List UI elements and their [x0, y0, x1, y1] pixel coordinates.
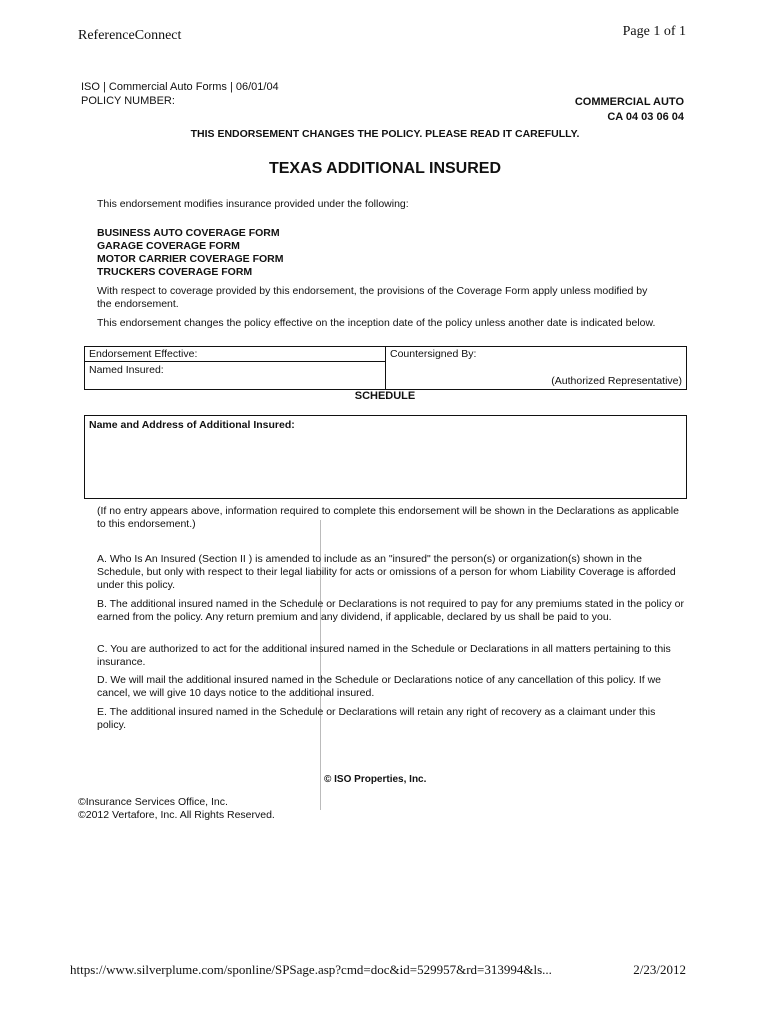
schedule-box — [84, 415, 687, 499]
form-number: CA 04 03 06 04 — [607, 111, 684, 123]
section-b: B. The additional insured named in the Schedule or Declarations is not required to pay for any premiums stated in the policy or earned from the policy. Any return premium and any dividend, if applicable, declared by us shall be paid to you. — [97, 598, 684, 623]
provisions-paragraph: With respect to coverage provided by this endorsement, the provisions of the Coverage Form apply unless modified by the endorsement. — [97, 285, 648, 310]
copyright-vertafore: ©2012 Vertafore, Inc. All Rights Reserved. — [78, 809, 275, 821]
coverage-form-item: BUSINESS AUTO COVERAGE FORM — [97, 227, 280, 239]
iso-properties-notice: © ISO Properties, Inc. — [324, 774, 427, 785]
copyright-iso: ©Insurance Services Office, Inc. — [78, 796, 228, 808]
section-d: D. We will mail the additional insured named in the Schedule or Declarations notice of any cancellation of this policy. If we cancel, we will give 10 days notice to the additional insured. — [97, 674, 661, 699]
form-code — [575, 95, 684, 125]
intro-text: This endorsement modifies insurance provided under the following: — [97, 198, 409, 210]
coverage-forms-list — [97, 227, 283, 279]
form-source-line: ISO | Commercial Auto Forms | 06/01/04 — [81, 81, 279, 93]
additional-insured-label: Name and Address of Additional Insured: — [89, 419, 295, 431]
countersigned-by-label: Countersigned By: — [390, 348, 477, 360]
coverage-form-item: GARAGE COVERAGE FORM — [97, 240, 240, 252]
coverage-form-item: MOTOR CARRIER COVERAGE FORM — [97, 253, 284, 265]
table-row-divider — [85, 361, 385, 362]
footer-url: https://www.silverplume.com/sponline/SPSage.asp?cmd=doc&id=529957&rd=313994&ls... — [70, 962, 552, 977]
table-column-divider — [385, 347, 386, 389]
endorsement-info-table — [84, 346, 687, 390]
named-insured-label: Named Insured: — [89, 364, 164, 376]
section-a: A. Who Is An Insured (Section II ) is amended to include as an "insured" the person(s) or organization(s) shown in the Schedule, but only with respect to their legal liability for acts or omissions of a person for whom Liability Coverage is afforded under this policy. — [97, 553, 676, 591]
header-page-count: Page 1 of 1 — [622, 24, 686, 39]
endorsement-notice: THIS ENDORSEMENT CHANGES THE POLICY. PLEASE READ IT CAREFULLY. — [190, 128, 580, 140]
effective-paragraph: This endorsement changes the policy effective on the inception date of the policy unless another date is indicated below. — [97, 317, 656, 329]
header-app-name: ReferenceConnect — [78, 28, 182, 43]
authorized-representative-label: (Authorized Representative) — [551, 375, 682, 387]
form-line: COMMERCIAL AUTO — [574, 96, 684, 108]
schedule-label: SCHEDULE — [354, 390, 416, 402]
no-entry-note: (If no entry appears above, information required to complete this endorsement will be shown in the Declarations as applicable to this endorsement.) — [97, 505, 679, 530]
section-e: E. The additional insured named in the Schedule or Declarations will retain any right of recovery as a claimant under this policy. — [97, 706, 656, 731]
section-c: C. You are authorized to act for the additional insured named in the Schedule or Declarations in all matters pertaining to this insurance. — [97, 643, 671, 668]
document-title: TEXAS ADDITIONAL INSURED — [268, 160, 501, 177]
coverage-form-item: TRUCKERS COVERAGE FORM — [97, 266, 253, 278]
footer-date: 2/23/2012 — [633, 962, 686, 977]
form-meta — [81, 80, 279, 108]
copyright-block — [78, 796, 275, 822]
endorsement-effective-label: Endorsement Effective: — [89, 348, 198, 360]
policy-number-label: POLICY NUMBER: — [81, 95, 175, 107]
